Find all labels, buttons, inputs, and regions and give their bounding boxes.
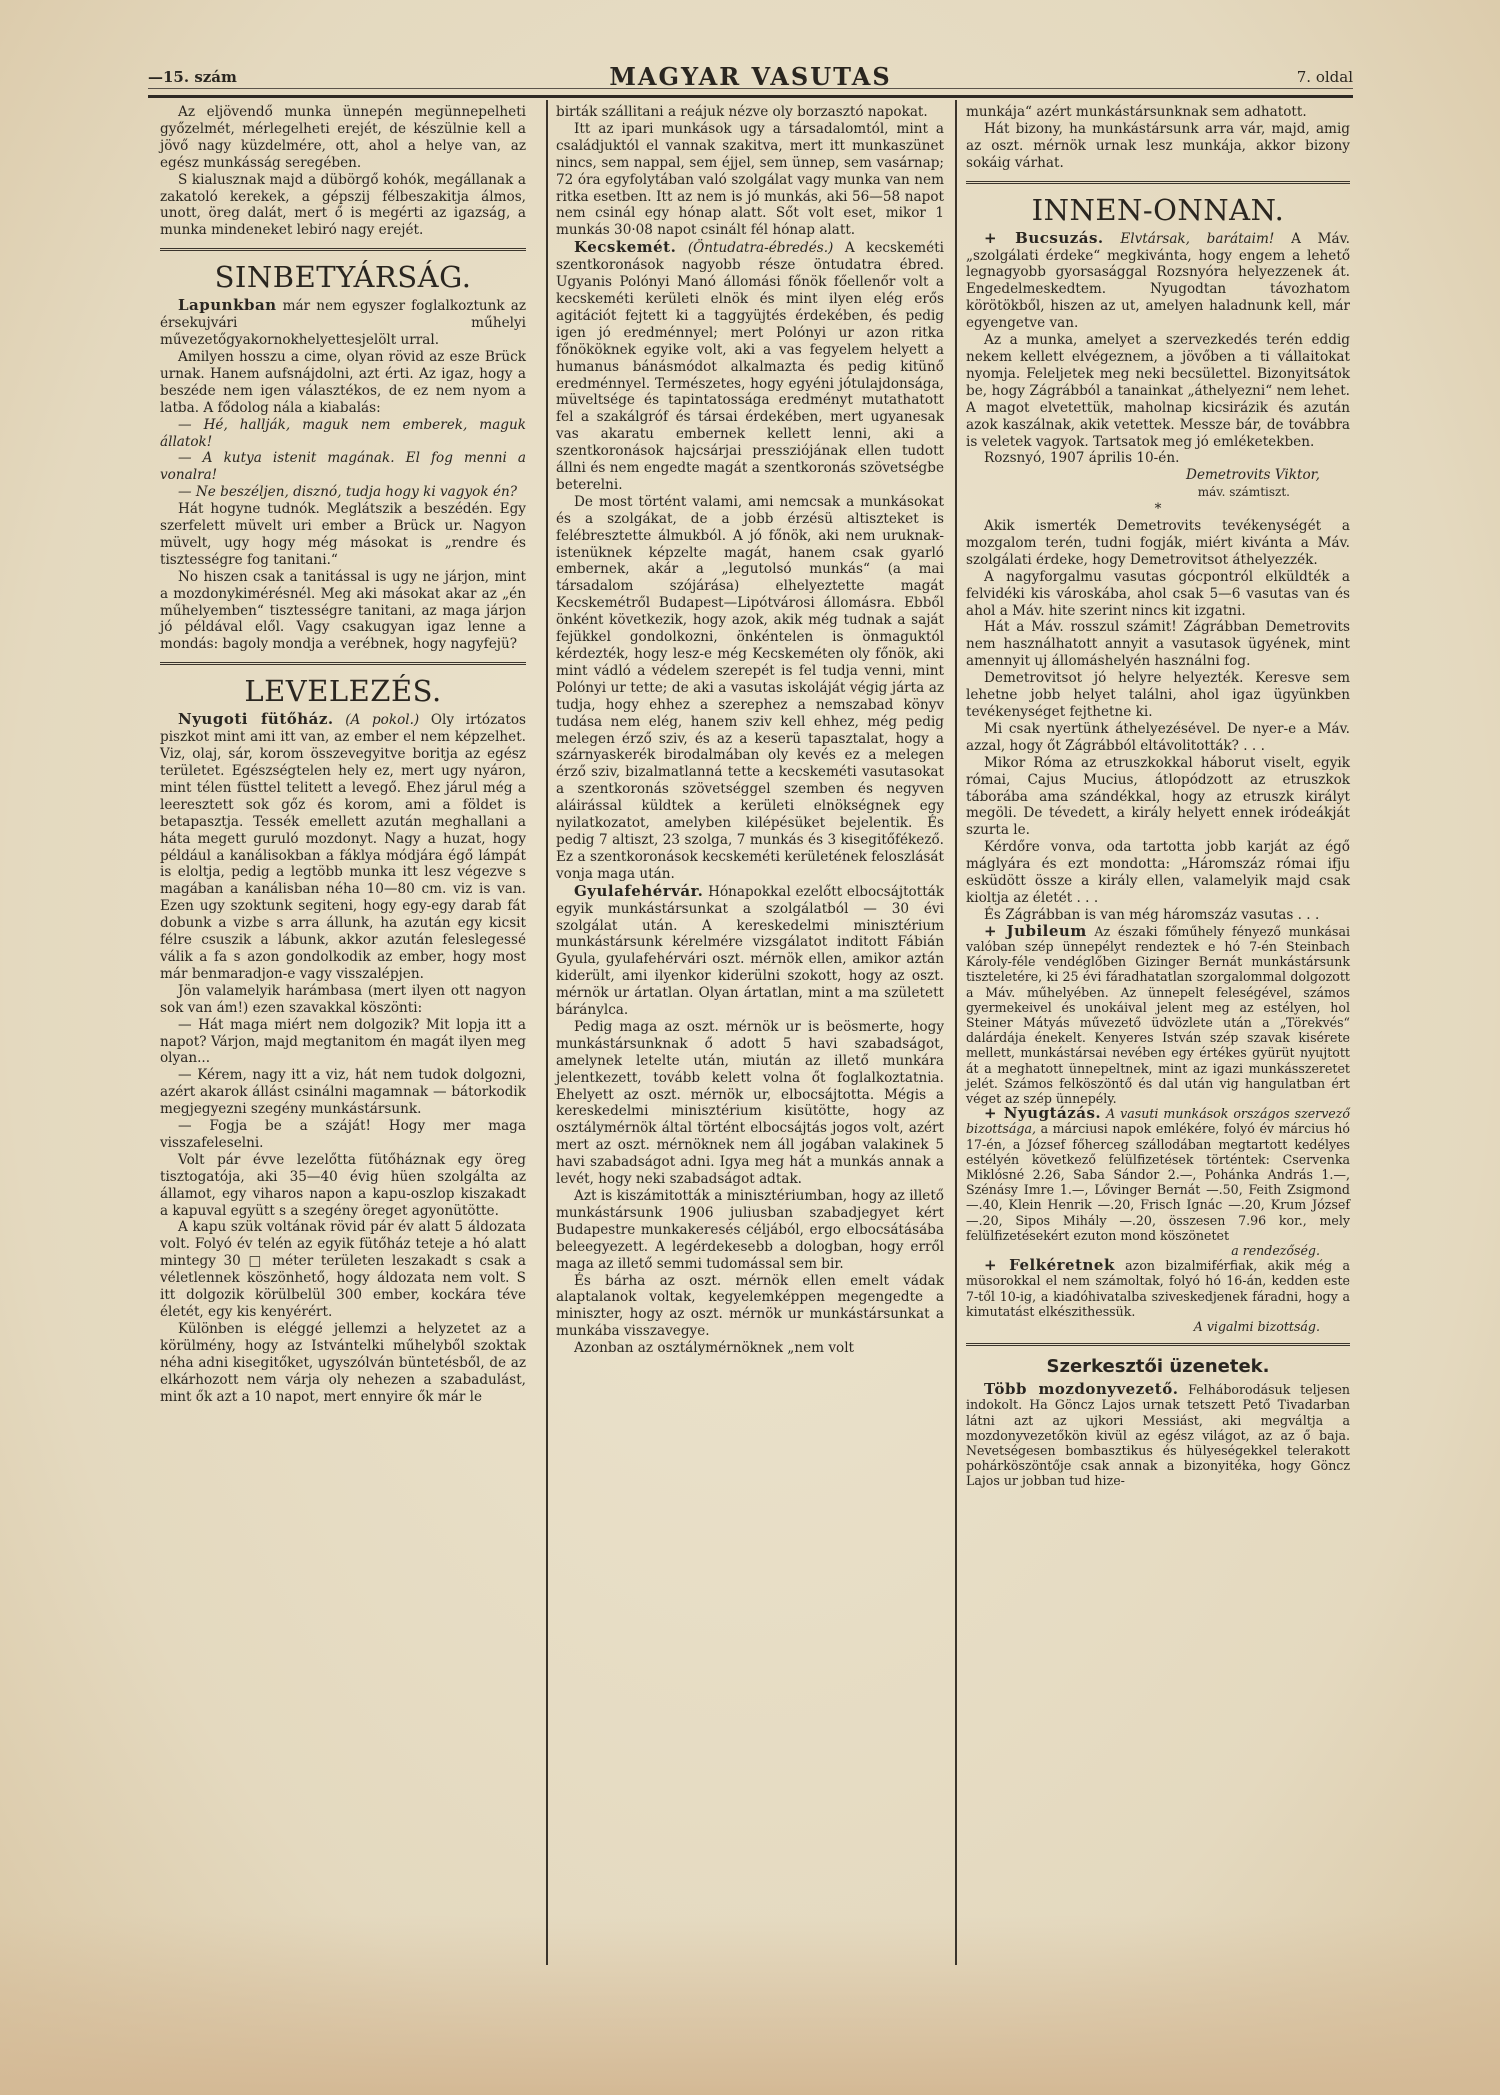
section-heading: INNEN-ONNAN. [1031,192,1285,227]
issue-number: —15. szám [148,68,237,86]
paragraph-text: már nem egyszer foglalkoztunk az érsekujvári műhelyi művezetőgyakornokhelyettesjelölt urral. [160,298,526,349]
paragraph-tag: A vasuti munkások országos szervező bizottsága, [966,1106,1350,1137]
paragraph-text: Mi csak nyertünk áthelyezésével. De nyer-e a Máv. azzal, hogy őt Zágrábból eltávolitották? . . . [966,720,1350,754]
section-divider [160,248,526,253]
paragraph-text: S kialusznak majd a dübörgő kohók, megállanak a zakatoló kerekek, a gépszij félbeszakitja álmos, unott, öreg dalát, mert ő is megérti az igazság, a munka mindeneket lebiró nagy erejét. [160,171,526,239]
column-1 [160,104,526,1405]
paragraph [966,921,1350,1107]
section-divider [966,1343,1350,1348]
paragraph-text: A Máv. „szolgálati érdeke“ megkivánta, hogy engem a lehető legnagyobb gyorsasággal Rozsnyóra helyezzenek át. Engedelmeskedtem. Nyugodtan távozhatom körötökből, hiszen az ut, amelyen haladnunk kell, már egyengetve van. [966,230,1350,332]
paragraph [966,1106,1350,1243]
paragraph [160,711,526,983]
paragraph-tag: Elvtársak, barátaim! [1103,230,1275,247]
paragraph-text: Akik ismerték Demetrovits tevékenységét a mozgalom terén, tudni fogják, miért kivánta a Máv. szolgálati érdeke, hogy Demetrovitsot áthelyezzék. [966,518,1350,568]
paragraph-text: Azonban az osztálymérnöknek „nem volt [574,1340,854,1357]
paragraph-text: munkája“ azért munkástársunknak sem adhatott. [966,104,1307,120]
paragraph-text: Pedig maga az oszt. mérnök ur is beösmerte, hogy munkástársunknak ő adott 5 havi szabadságot, amelynek letelte után, miután az illető munkára jelentkezett, tovább kelett volna őt foglalkoztatnia. Ehelyett az oszt. mérnök ur, elbocsájtotta. Mégis a kereskedelmi minisztérium kisütötte, hogy az osztálymérnök által történt elbocsájtás jogos volt, azért mert az oszt. mérnöknek nem áll jogában valakinek 5 havi szabadságot adni. Igya meg hát a munkás annak a levét, hogy neki szabadságot adtak. [556,1018,944,1188]
paragraph-tag: (Öntudatra-ébredés.) [676,240,834,257]
signature [966,467,1350,484]
paragraph-text: No hiszen csak a tanitással is ugy ne járjon, mint a mozdonykimérésnél. Meg aki másokat akar az „én műhelyemben“ tisztességre tanitani, az maga járjon jó példával elől. Vagy csakugyan igaz lenne a mondás: bagoly mondja a verébnek, hogy nagyfejü? [160,568,526,653]
newspaper-title: MAGYAR VASUTAS [609,62,892,91]
paragraph-text: Rozsnyó, 1907 április 10-én. [984,450,1180,467]
paragraph-text: Hát hogyne tudnók. Meglátszik a beszédén. Egy szerfelett müvelt uri ember a Brück ur. Nagyon müvelt, ugy hogy még másokat is „rendre és tisztességre fog tanitani.“ [160,501,526,568]
paragraph-text: A kecskeméti szentkoronások nagyobb része öntudatra ébred. Ugyanis Polónyi Manó állomási főnök főellenőr volt a kecskeméti kerületi elnök és mint ilyen elég erős agitációt fejtett ki a taggyüjtés érdekében, és pedig igen jó eredménnyel; mert Polónyi ur azon ritka főnököknek egyike volt, aki a vas fegyelem helyett a humanus bánásmódot alkalmazta és pedig kitünő eredménnyel. Természetes, hogy egyéni jótulajdonsága, müveltsége és tapintatossága eredményt mutathatott fel a szakálgróf és társai érdekében, mert ugyanesak vas akaratu embernek kellett lenni, aki a szentkoronások hajcsárjai pressziójának ellen tudott állni és nem engedte magát a szentkoronás szövetségbe beterelni. [556,240,945,493]
paragraph [160,417,526,451]
paragraph [160,1152,526,1220]
paragraph-lead: + Bucsuzás. [984,228,1104,247]
paragraph-lead: Gyulafehérvár. [574,881,704,900]
paragraph-text: Demetrovitsot jó helyre helyezték. Keresve sem lehetne jobb helyet találni, ahol igaz ügyünkben tevékenységet fejthetne ki. [966,670,1350,720]
paragraph-text: — Hát maga miért nem dolgozik? Mit lopja itt a napot? Várjon, majd megtanitom én magát ilyen meg olyan... [160,1016,526,1067]
paragraph [160,450,526,484]
paragraph [160,1017,526,1068]
paper-edge-tint [0,1915,1500,2095]
section-heading: SINBETYÁRSÁG. [214,260,472,295]
paragraph [966,332,1350,450]
paragraph-text: — Ne beszéljen, disznó, tudja hogy ki vagyok én? [178,484,517,501]
paragraph-text: a márciusi napok emlékére, folyó év március hó 17-én, a József főherceg szállodában megtartott kedélyes estélyén következő felülfizetések történtek: Cservenka Miklósné 2.26, Saba Sándor 2.—, Pohánka András 1.—, Szénásy Imre 1.—, Lővinger Bernát —.50, Feith Zsigmond —.40, Klein Henrik —.20, Frisch Ignác —.20, Krum József —.20, Sipos Mihály —.20, összesen 7.96 kor., mely felülfizetésekért ezuton mond köszönetet [966,1121,1350,1243]
paragraph-text: Volt pár évve lezelőtta fütőháznak egy öreg tisztogatója, aki 35—40 évig hüen szolgálta az államot, egy viharos napon a kapu-oszlop kiszakadt a kapuval együtt s a szegény öreget agyonütötte. [160,1151,526,1219]
paragraph-text: Különben is eléggé jellemzi a helyzetet az a körülmény, hogy az Istvántelki műhelyből szoktak néha adni kisegitőket, ugyszólván büntetésből, de az elkárhozott nem várja oly nehezen a szabadulást, mint ők azt a 10 napot, mert ennyire ők már le [160,1320,526,1405]
paragraph [160,297,526,349]
paragraph-text: — A kutya istenit magának. El fog menni a vonalra! [160,450,526,484]
paragraph [966,1258,1350,1319]
paragraph [556,104,944,121]
paragraph [556,121,944,239]
section-heading: Szerkesztői üzenetek. [1046,1356,1270,1378]
paragraph [966,619,1350,670]
paragraph [966,230,1350,332]
paragraph-text: Amilyen hosszu a cime, olyan rövid az esze Brück urnak. Hanem aufsnájdolni, azt érti. Az igaz, hogy a beszéde nem igen választékos, de ez nem nyom a latba. A fődolog nála a kiabalás: [160,348,526,416]
section-heading: LEVELEZÉS. [244,674,442,709]
paragraph-text: Az a munka, amelyet a szervezkedés terén eddig nekem kellett elvégeznem, a jövőben a ti vállaitokat nyomja. Feleljetek meg neki becsülettel. Bizonyitsátok be, hogy Zágrábból a tanainkat „áthelyezni“ nem lehet. A magot elvetettük, maholnap kicsirázik és azután azok kaszálnak, akik vetettek. Messze bár, de továbbra is veletek vagyok. Tartsatok meg jó emléketekben. [966,332,1350,450]
paragraph-text: Jön valamelyik harámbasa (mert ilyen ott nagyon sok van ám!) ezen szavakkal köszönti: [160,982,526,1016]
paragraph [160,569,526,654]
paragraph-text: — Hé, hallják, maguk nem emberek, maguk állatok! [160,416,526,450]
paragraph-text: A vigalmi bizottság. [1193,1319,1320,1335]
paragraph [966,104,1350,121]
paragraph-text: Azt is kiszámitották a minisztériumban, hogy az illető munkástársunk 1906 juliusban szabadjegyet kért Budapestre munkakeresés céljából, ergo elbocsátásába beleegyezett. A legérdekesebb a dologban, hogy erről maga az illető semmi tudomással sem bir. [556,1188,944,1272]
paragraph-text: Itt az ipari munkások ugy a társadalomtól, mint a családjuktól el vannak szakitva, mert itt munkaszünet nincs, sem nappal, sem éjjel, sem ünnep, sem vasárnap; 72 óra egyfolytában való szolgálat vagy munka van nem ritka esetben. Itt az nem is jó munkás, aki 56—58 napot nem csinál egy hónap alatt. Sőt volt eset, mikor 1 munkás 30·08 napot csinált fél hónap alatt. [556,120,944,239]
paragraph-text: Az északi főműhely fényező munkásai valóban szép ünnepélyt rendeztek e hó 7-én Steinbach Károly-féle vendéglőben Gizinger Bernát munkástársunk tiszteletére, ki 25 évi fáradhatatlan szorgalommal dolgozott a Máv. műhelyében. Az ünnepelt feleségével, számos gyermekeivel és unokáival jelent meg az estélyen, hol Steiner Mátyás művezető üdvözlete után a „Törekvés“ dalárdája énekelt. Kenyeres István szép szavak kisérete mellett, munkástársai nevében egy értékes gyürüt nyujtott át a meghatott ünnepeltnek, mint az igazi munkásszeretet jelét. Számos felköszöntő és dal után vig hangulatban ért véget az szép ünnepély. [966,923,1350,1107]
paragraph-lead: + Nyugtázás. [984,1104,1102,1123]
paragraph-text: — Fogja be a száját! Hogy mer maga visszafeleselni. [160,1118,526,1151]
paragraph-text: Hát bizony, ha munkástársunk arra vár, majd, amig az oszt. mérnök urnak lesz munkája, akkor bizony sokáig várhat. [966,120,1350,171]
column-2 [556,104,944,1357]
paragraph [160,484,526,501]
paragraph-text: Mikor Róma az etruszkokkal háborut viselt, egyik római, Cajus Mucius, átlopódzott az etruszkok táborába ama szándékkal, hogy az etruszk királyt megöli. De tévedett, a király helyett ennek iródeákját szurta le. [966,754,1350,839]
paragraph [160,172,526,240]
paragraph-text: De most történt valami, ami nemcsak a munkásokat és a szolgákat, de a jobb érzésü altiszteket is felébresztette álmukból. A jó főnök, aki nem uruknak-istenüknek képzelte magát, hanem csak gyarló embernek, akár a „legutolsó munkás“ (a mai társadalom szójárása) elhelyeztette magát Kecskemétről Budapest—Lipótvárosi állomásra. Ebből önként következik, hogy azok, akik még tudnak a saját fejükkel gondolkozni, önkéntelen is önmaguktól kérdezték, hogy lesz-e még Kecskeméten oly főnök, aki mint vádló a védelem szerepét is fel tudja venni, mint Polónyi ur tette; de aki a vasutas iskoláját végig járta az tudja, hogy ehhez a szerephez a nemszabad könyv tudása nem elég, hanem sziv kell ehhez, még pedig melegen érző sziv, és az a keserü tapasztalat, hogy a szárnyaskerék birodalmában oly kevés ez a melegen érző sziv, bizalmatlanná tette a kecskeméti vasutasokat a szentkoronás szövetséggel szemben és negyven aláirással küldtek a kerületi elnökségnek egy nyilatkozatot, amelyben kilépésüket bejelentik. És pedig 7 altiszt, 23 szolga, 7 munkás és 3 kisegitőfékező. Ez a szentkoronások kecskeméti kerületének feloszlását vonja maga után. [556,493,944,882]
paragraph-lead: + Jubileum [984,921,1087,940]
paragraph-text: Oly irtózatos piszkot mint ami itt van, az ember el nem képzelhet. Viz, olaj, sár, korom összevegyitve boritja az egész területet. Egészségtelen hely ez, mert ugy nyáron, mint télen füsttel telitett a levegő. Ehez járul még a leeresztett sok gőz és korom, ami a földet is betapasztja. Tessék emellett azután meghallani a háta megett guruló mozdonyt. Nagy a huzat, hogy például a kanálisokban a fáklya módjára égő lámpát is eloltja, pedig a legtöbb munka itt lesz végezve s magában a kanálisban néha 10—80 cm. viz is van. Ezen ugy szoktunk segiteni, hogy egy-egy darab fát dobunk a vizbe s arra állunk, ha azután egy kicsit félre csuszik a lábunk, akkor azután feleslegessé válik a fa s azon gondolkodik az ember, hogy most már benmaradjon-e vagy visszalépjen. [160,712,526,982]
paragraph [160,104,526,172]
paragraph [160,501,526,569]
paragraph-text: a rendezőség. [1231,1243,1320,1259]
paragraph-text: Demetrovits Viktor, [1186,467,1320,484]
paragraph [966,670,1350,721]
page-number: 7. oldal [1296,68,1353,86]
paragraph [556,239,944,494]
paragraph [556,883,944,1019]
paragraph [966,1382,1350,1488]
paragraph [160,1067,526,1118]
paragraph-lead: Lapunkban [178,296,277,315]
paragraph-text: * [1154,501,1162,518]
paragraph [160,1321,526,1406]
paragraph-tag: (A pokol.) [333,712,420,729]
paragraph [556,1273,944,1341]
paragraph-text: Az eljövendő munka ünnepén megünnepelheti győzelmét, mérlegelheti erejét, de készülnie kell a jövő nagy küzdelmére, ott, ahol a helye van, az egész munkásság seregében. [160,104,526,171]
paragraph [556,1019,944,1188]
paragraph [966,569,1350,620]
paragraph-text: Hát a Máv. rosszul számit! Zágrábban Demetrovits nem használhatott annyit a vasutasok ügyének, mint amennyit uj állomáshelyén használni fog. [966,619,1350,670]
paragraph-text: Hónapokkal ezelőtt elbocsájtották egyik munkástársunkat a szolgálatból — 30 évi szolgálat után. A kereskedelmi minisztérium munkástársunk kérelmére vizsgálatot inditott Fábián Gyula, gyulafehérvári oszt. mérnök ellen, amikor aztán kiderült, ami ilyenkor kiderülni szokott, hogy az oszt. mérnök ur ártatlan. Olyan ártatlan, mint a ma született báránylca. [556,883,944,1019]
paragraph-text: És Zágrábban is van még háromszáz vasutas . . . [984,906,1320,923]
paragraph-text: máv. számtiszt. [1197,485,1290,500]
paragraph-text: A kapu szük voltának rövid pár év alatt 5 áldozata volt. Folyó év telén az egyik fütőház teteje a hó alatt mintegy 30 □ méter területen leszakadt s csak a véletlennek köszönhető, hogy áldozata nem volt. S itt dolgozik körülbelül 300 ember, kockára téve életét, egy kis kenyérért. [160,1219,526,1320]
paragraph-text: Kérdőre vonva, oda tartotta jobb karját az égő máglyára és ezt mondotta: „Háromszáz római ifju esküdött össze a király ellen, valamelyik majd csak kioltja az életét . . . [966,839,1350,906]
column-divider [546,100,548,1965]
column-3 [966,104,1350,1489]
header-rule [148,95,1353,98]
paragraph [160,349,526,417]
paragraph [966,755,1350,840]
paragraph-lead: Kecskemét. [574,238,677,257]
paragraph-lead: + Felkéretnek [984,1256,1115,1275]
separator-asterisk [966,501,1350,518]
signature [966,484,1350,501]
paragraph [966,450,1350,467]
paragraph [160,1219,526,1320]
paragraph [556,1188,944,1273]
page-header [148,62,1353,92]
paragraph-text: birták szállitani a reájuk nézve oly borzasztó napokat. [556,104,928,120]
paragraph [556,1340,944,1357]
paragraph-lead: Nyugoti fütőház. [178,710,334,729]
paragraph [966,721,1350,755]
paragraph-text: Felháborodásuk teljesen indokolt. Ha Göncz Lajos urnak tetszett Pető Tivadarban látni azt az ujkori Messiást, aki megváltja a mozdonyvezetőkön kivül az egész világot, az az ő baja. Nevetségesen bombasztikus és hülyeségekkel telerakott pohárköszöntője csak annak a bizonyitéka, hogy Göncz Lajos ur jobban tud hize- [966,1382,1351,1489]
paragraph-text: És bárha az oszt. mérnök ellen emelt vádak alaptalanok voltak, kegyelemképpen megengedte a miniszter, hogy az oszt. mérnök ur munkástársunkat a munkába visszavegye. [556,1272,944,1340]
paragraph [556,494,944,883]
section-divider [966,181,1350,186]
paragraph-text: azon bizalmiférfiak, akik még a müsorokkal el nem számoltak, folyó hó 16-án, kedden este 7-től 10-ig, a kiadóhivatalba sziveskedjenek fáradni, hogy a kimutatást elkészithessük. [966,1258,1350,1319]
paragraph [966,839,1350,907]
paragraph-text: A nagyforgalmu vasutas gócpontról elküldték a felvidéki kis városkába, ahol csak 5—6 vasutas van és ahol a Máv. hite szerint nincs kit izgatni. [966,568,1350,619]
column-divider [955,100,957,1965]
paragraph [966,518,1350,569]
paragraph-lead: Több mozdonyvezető. [984,1380,1179,1399]
signature [966,1319,1350,1334]
paragraph [160,983,526,1017]
paragraph-text: — Kérem, nagy itt a viz, hát nem tudok dolgozni, azért akarok állást csinálni magamnak — bátorkodik megjegyezni szegény munkástársunk. [160,1067,526,1118]
section-divider [160,662,526,667]
paragraph [160,1118,526,1152]
paragraph [966,121,1350,172]
